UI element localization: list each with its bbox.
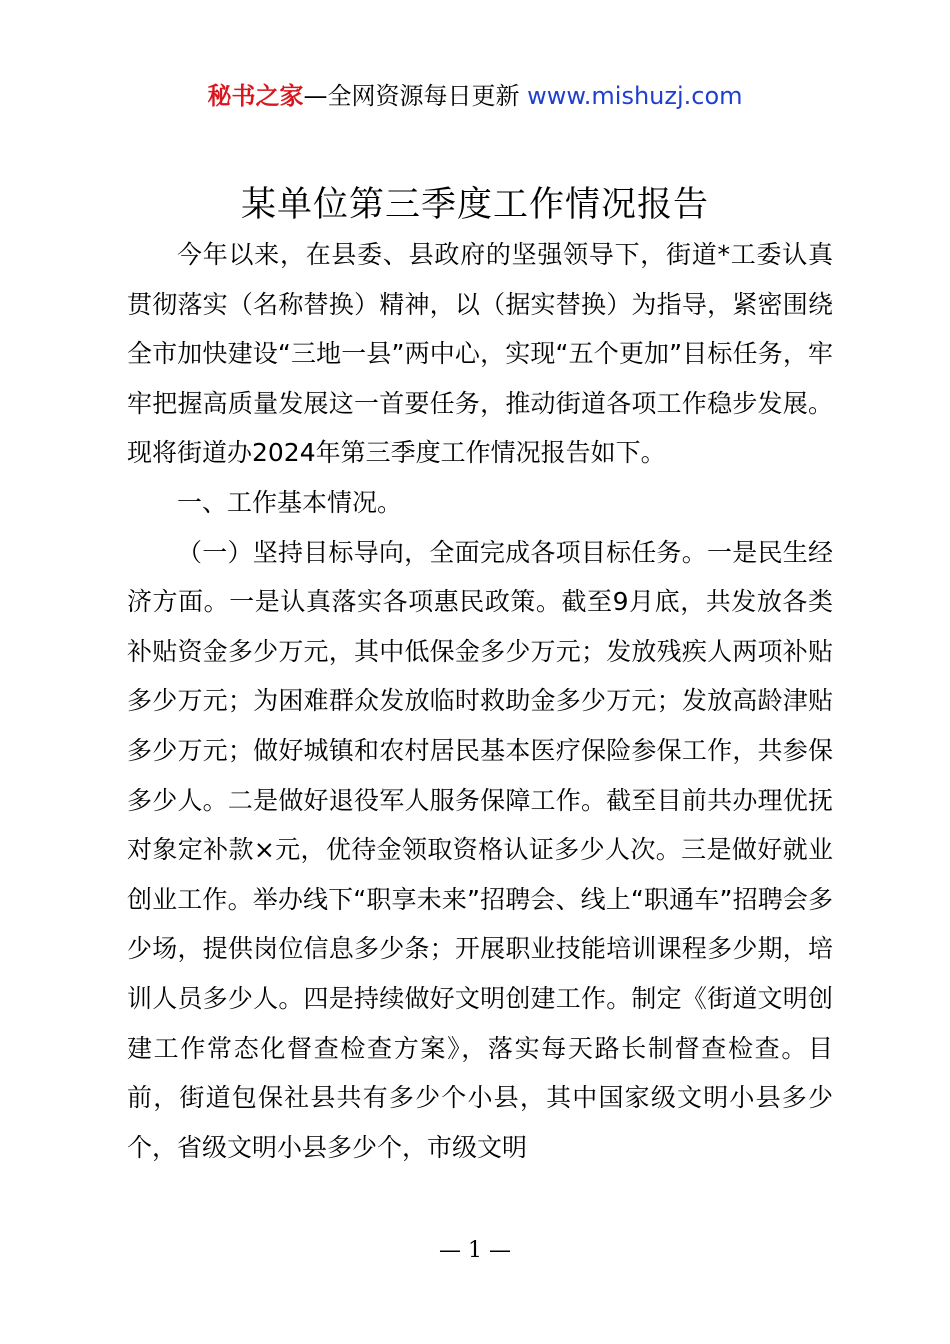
body-paragraph: （一）坚持目标导向，全面完成各项目标任务。一是民生经济方面。一是认真落实各项惠民政策。截至9月底，共发放各类补贴资金多少万元，其中低保金多少万元；发放残疾人两项补贴多少万元；为困难群众发放临时救助金多少万元；发放高龄津贴多少万元；做好城镇和农村居民基本医疗保险参保工作，共参保多少人。二是做好退役军人服务保障工作。截至目前共办理优抚对象定补款×元，优待金领取资格认证多少人次。三是做好就业创业工作。举办线下“职享未来”招聘会、线上“职通车”招聘会多少场，提供岗位信息多少条；开展职业技能培训课程多少期，培训人员多少人。四是持续做好文明创建工作。制定《街道文明创建工作常态化督查检查方案》，落实每天路长制督查检查。目前，街道包保社县共有多少个小县，其中国家级文明小县多少个，省级文明小县多少个，市级文明	[127, 537, 833, 1162]
intro-paragraph: 今年以来，在县委、县政府的坚强领导下，街道*工委认真贯彻落实（名称替换）精神，以（据实替换）为指导，紧密围绕全市加快建设“三地一县”两中心，实现“五个更加”目标任务，牢牢把握高质量发展这一首要任务，推动街道各项工作稳步发展。现将街道办2024年第三季度工作情况报告如下。	[127, 240, 833, 468]
site-name: 秘书之家	[207, 82, 304, 110]
site-url-link[interactable]: www.mishuzj.com	[527, 82, 743, 110]
document-body	[127, 230, 833, 1172]
site-tagline: —全网资源每日更新	[303, 82, 528, 110]
site-header	[0, 80, 950, 112]
document-title: 某单位第三季度工作情况报告	[240, 185, 709, 225]
page-number: — 1 —	[439, 1238, 511, 1263]
section-heading: 一、工作基本情况。	[177, 487, 403, 517]
